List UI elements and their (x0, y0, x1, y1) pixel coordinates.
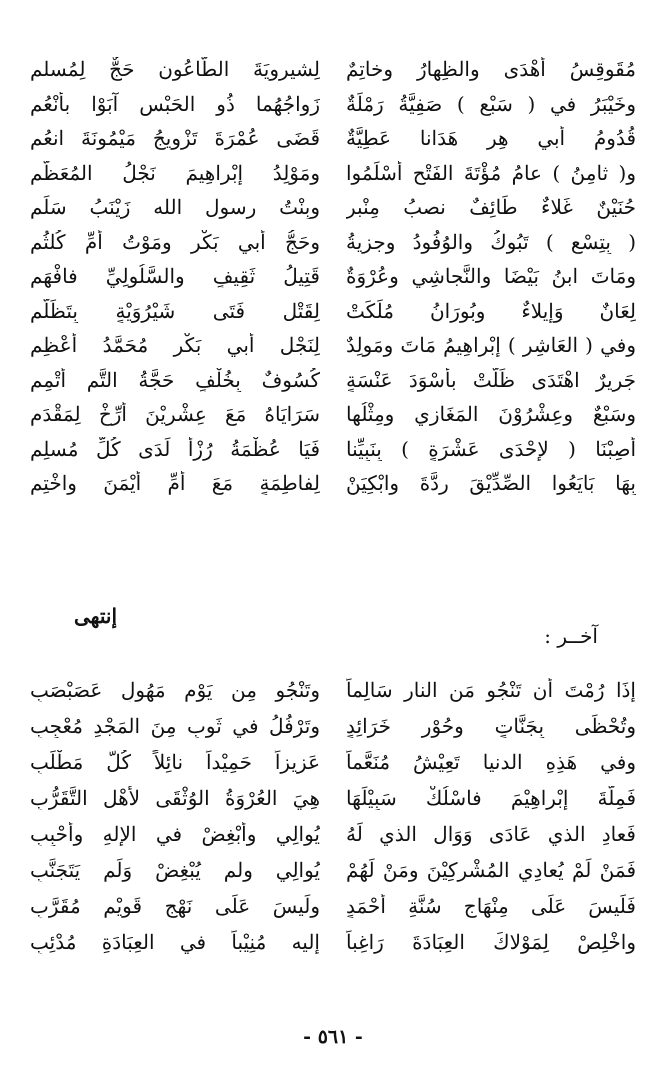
left-hemistich: وتَنْجُو مِن يَوْمٍ مَهُولٍ عَصَبْصَبِ (30, 678, 320, 702)
verse-row (30, 708, 636, 744)
left-hemistich: وتَرْفُلُ في ثَوبٍ مِنَ المَجْدِ مُعْجِبِ (30, 714, 320, 738)
right-hemistich: جَرِيرٌ اهْتَدَى ظَلَّتْ بأَسْوَدَ عَنْسَةٍ (346, 367, 636, 392)
verse-row (30, 852, 636, 888)
left-hemistich: لِنَجْلِ أبي بَكْرٍ مُحَمَّدُ أَعْظِمِ (30, 333, 320, 358)
right-hemistich: و( ثامِنُ ) عامُ مُؤْتَةَ الفَتْحِ أَسْلَمُوا (346, 160, 636, 185)
left-hemistich: يُوالِي وأَبْغِضْ في الإِلهِ وأَحْبِبِ (30, 822, 320, 846)
section-heading: آخــر : (544, 624, 598, 648)
left-hemistich: وبِنْتُ رسولِ الله زَيْنَبُ سَلِّمِ (30, 195, 320, 220)
left-hemistich: ومَوْلِدُ إِبْراهِيمَ نَجْلُ المُعَظَّمِ (30, 160, 320, 185)
verse-row (30, 328, 636, 363)
right-hemistich: فَمَنْ لَمْ يُعادِي المُشْرِكِيْنَ ومَنْ لَهُمْ (346, 858, 636, 882)
verse-row (30, 816, 636, 852)
right-hemistich: واخْلِصْ لِمَوْلاكَ العِبَادَةَ رَاغِباً (346, 930, 636, 954)
right-hemistich: وفي هَذِهِ الدنيا تَعِيْشُ مُنَعَّماً (346, 750, 636, 774)
left-hemistich: زَواجُهُما ذُو الحَبْسِ آبَوْا بأَنْعُمِ (30, 91, 320, 116)
poem-first (30, 52, 636, 501)
right-hemistich: فَمِلَّةَ إِبْراهِيْمَ فاسْلُكْ سَبِيْلَهَا (346, 786, 636, 810)
left-hemistich: عَزِيزاً حَمِيْداً نائِلاً كُلَّ مَطْلَبِ (30, 750, 320, 774)
end-mark: إنتهى (74, 604, 118, 628)
right-hemistich: أُصِبْنَا ( لإِحْدَى عَشْرَةٍ ) بِنَبِيِّنا (346, 436, 636, 461)
right-hemistich: إِذَا رُمْتَ أن تَنْجُو مَنِ النارِ سَالِماً (346, 678, 636, 702)
left-hemistich: ولَيسَ عَلَى نَهْجٍ قَوِيْمٍ مُقَرَّبِ (30, 894, 320, 918)
left-hemistich: إليه مُنِيْباً في العِبَادَةِ مُدْئِبِ (30, 930, 320, 954)
left-hemistich: لِشيرويَةَ الطَّاعُون حَجٌّ لِمُسلمِ (30, 57, 320, 82)
left-hemistich: لِقَتْلِ فَتَى شَيْرُوَيْةٍ بِتَظَلُّمِ (30, 298, 320, 323)
right-hemistich: لِعَانٌ وَإيلاءٌ وبُورَانُ مُلِّكَتْ (346, 298, 636, 323)
page-number: - ٥٦١ - (303, 1026, 363, 1048)
right-hemistich: مُقَوقِسُ أَهْدَى والظِهارُ وخاتِمٌ (346, 57, 636, 82)
left-hemistich: قَضَى عُمْرَةَ تَزْوِيجُ مَيْمُونَةَ انعُمِ (30, 126, 320, 151)
verse-row (30, 190, 636, 225)
verse-row (30, 87, 636, 122)
verse-row (30, 397, 636, 432)
verse-row (30, 888, 636, 924)
left-hemistich: وحَجُّ أبي بَكْرٍ ومَوْتُ أُمِّ كُلثُمِ (30, 229, 320, 254)
right-hemistich: وسَبْعٌ وعِشْرُوْنَ المَغَازِي ومِثْلُها (346, 402, 636, 427)
right-hemistich: وخَيْبَرُ في ( سَبْعٍ ) صَفِيَّةُ رَمْلَةٌ (346, 91, 636, 116)
verse-row (30, 259, 636, 294)
verse-row (30, 225, 636, 260)
left-hemistich: يُوالِي ولم يُبْغِضْ وَلَم يَتَجَنَّبِ (30, 858, 320, 882)
right-hemistich: ( بِتِسْعٍ ) تَبُوكُ والوُفُودُ وجزيةُ (346, 229, 636, 254)
verse-row (30, 432, 636, 467)
left-hemistich: كُسُوفٌ بِخُلْفٍ حَجَّةُ التَّمِ أَتْمِمِ (30, 367, 320, 392)
right-hemistich: فَلَيسَ عَلَى مِنْهَاجِ سُنَّةِ أَحْمَدٍ (346, 894, 636, 918)
right-hemistich: فَعادِ الذي عَادَى وَوَالِ الذي لَهُ (346, 822, 636, 846)
left-hemistich: هِيَ العُرْوَةُ الوُثْقَى لأَهْلِ التَّقَرُّبِ (30, 786, 320, 810)
left-hemistich: لِفاطِمَةٍ مَعَ أُمِّ أَيْمَنَ واخْتِمِ (30, 471, 320, 496)
right-hemistich: بِهَا بَايَعُوا الصِّدِّيْقَ رِدَّةَ وابْكِيَنْ (346, 471, 636, 496)
right-hemistich: حُنَيْنٌ غَلاءٌ طَائِفٌ نصبُ مِنْبرِ (346, 195, 636, 220)
poem-second (30, 672, 636, 960)
verse-row (30, 294, 636, 329)
verse-row (30, 780, 636, 816)
verse-row (30, 363, 636, 398)
left-hemistich: فَيَا عُظْمَةُ رُزْأً لَدَى كُلِّ مُسلِمِ (30, 436, 320, 461)
right-hemistich: ومَاتَ ابنُ بَيْضَا والنَّجاشِي وعُرْوَةٌ (346, 264, 636, 289)
verse-row (30, 52, 636, 87)
verse-row (30, 744, 636, 780)
right-hemistich: قُدُومُ أبي هِرٍ هَدَانا عَطِيَّةٌ (346, 126, 636, 151)
left-hemistich: قَتِيلُ ثَقِيفٍ والسَّلُولِيِّ فافْهَمِ (30, 264, 320, 289)
left-hemistich: سَرَايَاهُ مَعَ عِشْرِيْنَ أَرِّخْ لِمَقْدَمِ (30, 402, 320, 427)
verse-row (30, 156, 636, 191)
verse-row (30, 924, 636, 960)
right-hemistich: وفي ( العَاشِرِ ) إِبْراهِيمُ مَاتَ ومَولِدٌ (346, 333, 636, 358)
right-hemistich: وتُحْظَى بِجَنَّاتٍ وحُوْرٍ خَرَائِدٍ (346, 714, 636, 738)
verse-row (30, 672, 636, 708)
verse-row (30, 466, 636, 501)
verse-row (30, 121, 636, 156)
